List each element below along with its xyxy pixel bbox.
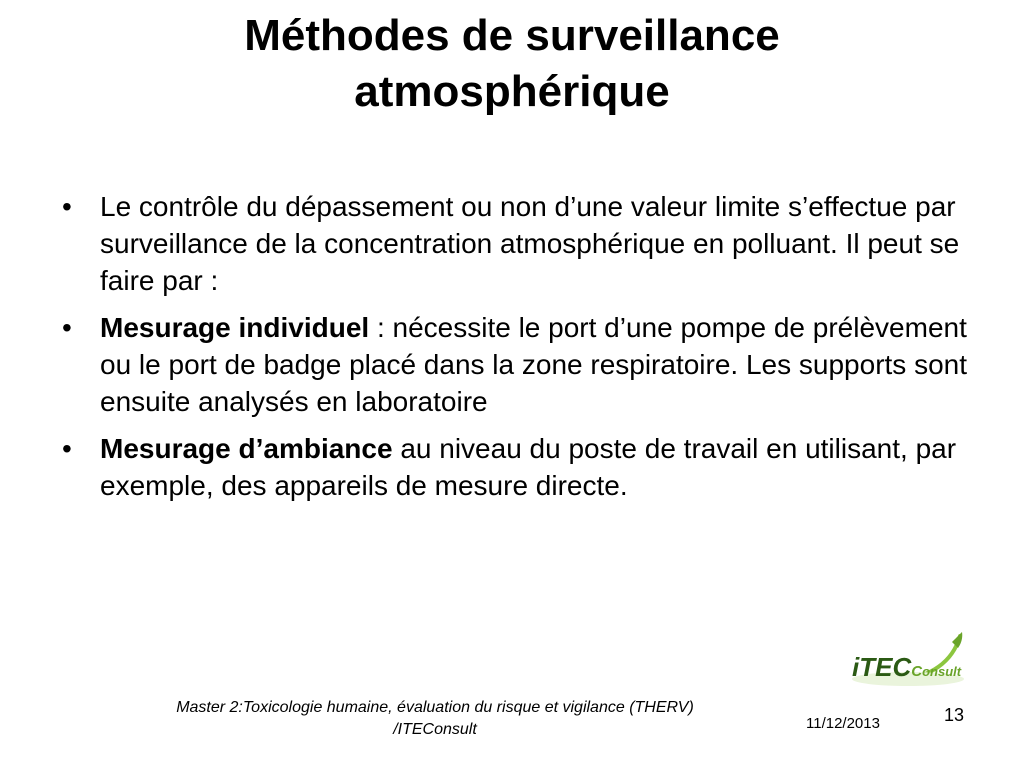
logo-tec: TEC bbox=[859, 652, 912, 682]
footer-course-label bbox=[100, 697, 770, 741]
title-line-1: Méthodes de surveillance bbox=[244, 11, 780, 60]
logo-onsult: onsult bbox=[922, 664, 962, 679]
bullet-list bbox=[60, 188, 970, 514]
iteconsult-logo bbox=[848, 632, 968, 688]
logo-i: i bbox=[852, 652, 860, 682]
bullet-dot: • bbox=[62, 312, 72, 343]
bullet-bold-term: Mesurage individuel bbox=[100, 312, 370, 343]
svg-text:iTECConsult bbox=[852, 652, 962, 682]
page-number: 13 bbox=[944, 705, 965, 725]
bullet-item bbox=[60, 430, 970, 504]
bullet-item bbox=[60, 188, 970, 299]
bullet-text: : nécessite le port d’une pompe de prélèvement ou le port de badge placé dans la zone respiratoire. Les supports sont ensuite analysés en laboratoire bbox=[100, 312, 968, 417]
bullet-dot: • bbox=[62, 191, 72, 222]
bullet-dot: • bbox=[62, 433, 72, 464]
footer-line-2: /ITEConsult bbox=[393, 721, 477, 738]
bullet-bold-term: Mesurage d’ambiance bbox=[100, 433, 393, 464]
footer-line-1: Master 2:Toxicologie humaine, évaluation du risque et vigilance (THERV) bbox=[176, 699, 694, 716]
bullet-text: au niveau du poste de travail en utilisant, par exemple, des appareils de mesure directe. bbox=[100, 433, 957, 501]
iteconsult-logo-graphic bbox=[848, 632, 968, 688]
bullet-item bbox=[60, 309, 970, 420]
slide-title bbox=[60, 8, 964, 120]
footer-date: 11/12/2013 bbox=[806, 715, 880, 732]
bullet-text: Le contrôle du dépassement ou non d’une valeur limite s’effectue par surveillance de la concentration atmosphérique en polluant. Il peut se faire par : bbox=[100, 191, 960, 296]
logo-c: C bbox=[911, 663, 923, 680]
title-line-2: atmosphérique bbox=[354, 67, 670, 116]
